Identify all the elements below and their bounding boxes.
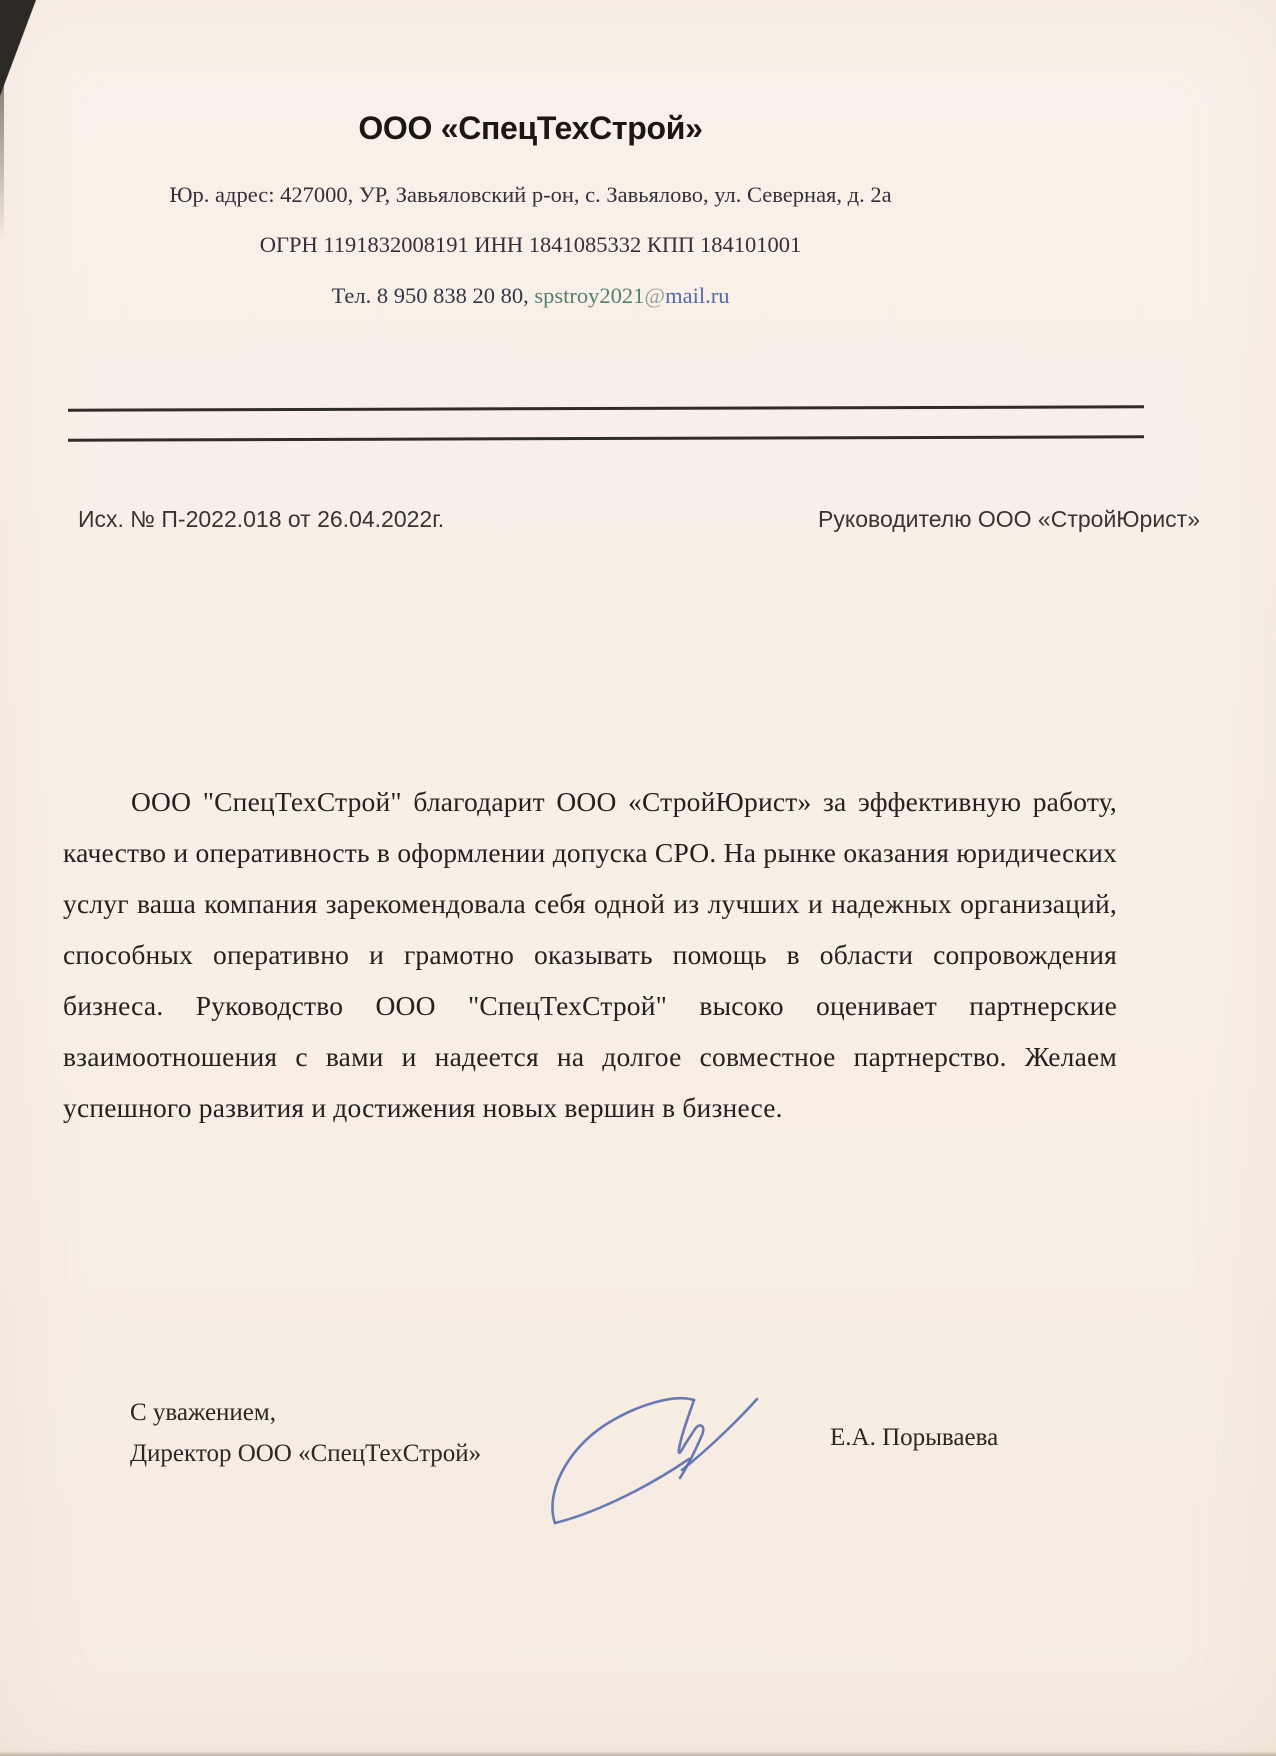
outgoing-number: Исх. № П-2022.018 от 26.04.2022г. [78, 506, 445, 532]
reference-row [78, 506, 1200, 533]
company-name-heading: ООО «СпецТехСтрой» [358, 110, 703, 146]
scan-bottom-edge-shadow [0, 1751, 1276, 1756]
signer-name: Е.А. Порываева [830, 1424, 999, 1451]
letter-body-paragraph: ООО "СпецТехСтрой" благодарит ООО «СтройЮрист» за эффективную работу, качество и оперативность в оформлении допуска СРО. На рынке оказания юридических услуг ваша компания зарекомендовала себя одной из лучших и надежных организаций, способных оперативно и грамотно оказывать помощь в области сопровождения бизнеса. Руководство ООО "СпецТехСтрой" высоко оценивает партнерские взаимоотношения с вами и надеется на долгое совместное партнерство. Желаем успешного развития и достижения новых вершин в бизнесе. [63, 785, 1117, 1123]
legal-address-line: Юр. адрес: 427000, УР, Завьяловский р-он, с. Завьялово, ул. Северная, д. 2а [169, 182, 892, 207]
phone-email-line [0, 283, 1276, 309]
email-domain-part: mail.ru [665, 283, 730, 308]
addressee: Руководителю ООО «СтройЮрист» [818, 506, 1200, 532]
email-at-sign: @ [644, 283, 666, 308]
closing-position-line: Директор ООО «СпецТехСтрой» [130, 1440, 482, 1467]
divider-line-bottom [68, 435, 1144, 441]
divider-line-top [68, 405, 1144, 411]
scan-corner-shadow [0, 0, 40, 100]
registration-numbers-line: ОГРН 1191832008191 ИНН 1841085332 КПП 184101001 [259, 232, 802, 257]
phone-number: Тел. 8 950 838 20 80, [331, 283, 535, 308]
closing-block [130, 1392, 481, 1474]
handwritten-signature-icon [543, 1383, 783, 1535]
email-user-part: spstroy2021 [534, 283, 645, 308]
closing-respect-line: С уважением, [130, 1399, 276, 1426]
